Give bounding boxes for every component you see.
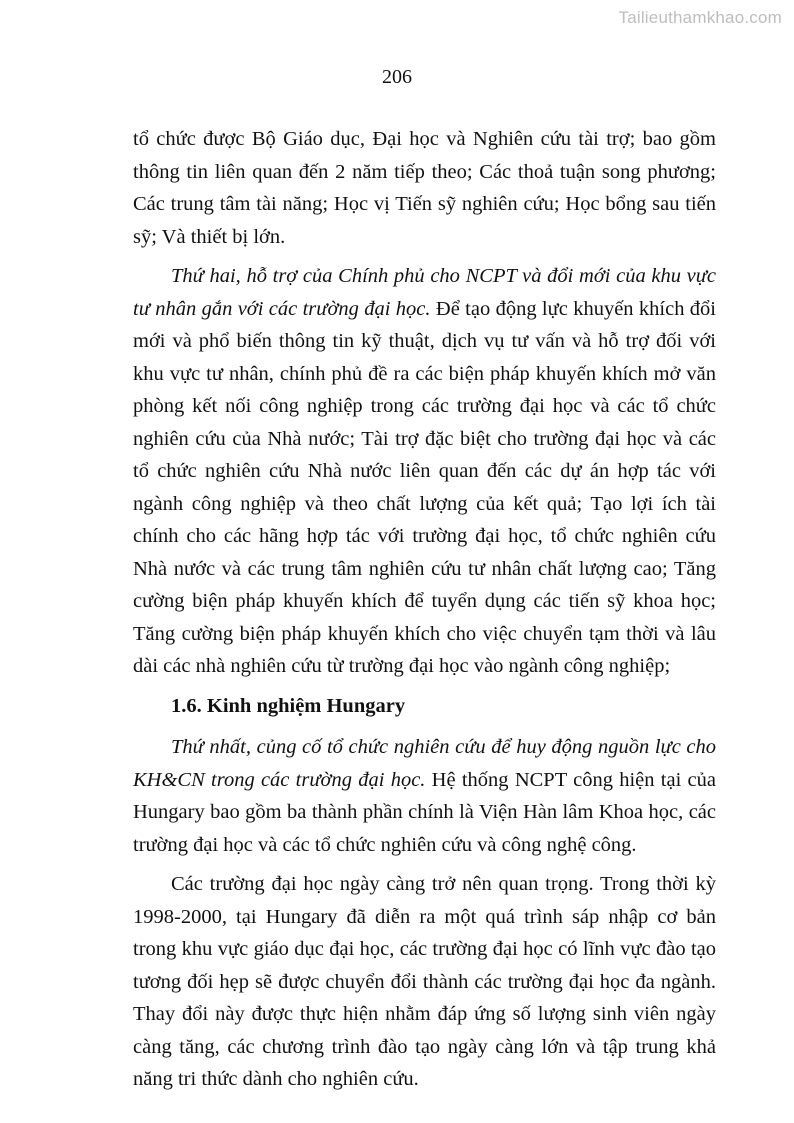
document-body [133,123,716,1103]
page-number: 206 [382,66,412,88]
paragraph-lead-italic: Thứ hai, hỗ trợ của Chính phủ cho NCPT và đổi mới của khu vực tư nhân gắn với các trường đại học. [133,265,716,320]
site-watermark: Tailieuthamkhao.com [618,8,782,27]
paragraph-second-point [133,260,716,683]
paragraph-lead-italic: Thứ nhất, củng cố tổ chức nghiên cứu để huy động nguồn lực cho KH&CN trong các trường đại học. [133,736,716,791]
paragraph-universities [133,868,716,1096]
paragraph-text: Để tạo động lực khuyến khích đổi mới và phổ biến thông tin kỹ thuật, dịch vụ tư vấn và hỗ trợ đối với khu vực tư nhân, chính phủ đề ra các biện pháp khuyến khích mở văn phòng kết nối công nghiệp trong các trường đại học và các tổ chức nghiên cứu của Nhà nước; Tài trợ đặc biệt cho trường đại học và các tổ chức nghiên cứu Nhà nước liên quan đến các dự án hợp tác với ngành công nghiệp và theo chất lượng của kết quả; Tạo lợi ích tài chính cho các hãng hợp tác với trường đại học, tổ chức nghiên cứu Nhà nước và các trung tâm nghiên cứu tư nhân chất lượng cao; Tăng cường biện pháp khuyến khích để tuyển dụng các tiến sỹ khoa học; Tăng cường biện pháp khuyến khích cho việc chuyển tạm thời và lâu dài các nhà nghiên cứu từ trường đại học vào ngành công nghiệp; [133,297,716,677]
paragraph-text: tổ chức được Bộ Giáo dục, Đại học và Nghiên cứu tài trợ; bao gồm thông tin liên quan đến 2 năm tiếp theo; Các thoả tuận song phương; Các trung tâm tài năng; Học vị Tiến sỹ nghiên cứu; Học bổng sau tiến sỹ; Và thiết bị lớn. [133,128,716,248]
paragraph-text: Hệ thống NCPT công hiện tại của Hungary bao gồm ba thành phần chính là Viện Hàn lâm Khoa học, các trường đại học và các tổ chức nghiên cứu và công nghệ công. [133,768,716,856]
section-heading: 1.6. Kinh nghiệm Hungary [171,694,406,717]
paragraph-text: Các trường đại học ngày càng trở nên quan trọng. Trong thời kỳ 1998-2000, tại Hungary đã diễn ra một quá trình sáp nhập cơ bản trong khu vực giáo dục đại học, các trường đại học có lĩnh vực đào tạo tương đối hẹp sẽ được chuyển đổi thành các trường đại học đa ngành. Thay đổi này được thực hiện nhằm đáp ứng số lượng sinh viên ngày càng tăng, các chương trình đào tạo ngày càng lớn và tập trung khả năng tri thức dành cho nghiên cứu. [133,873,716,1090]
paragraph-first-point [133,731,716,861]
paragraph-continuation [133,123,716,253]
